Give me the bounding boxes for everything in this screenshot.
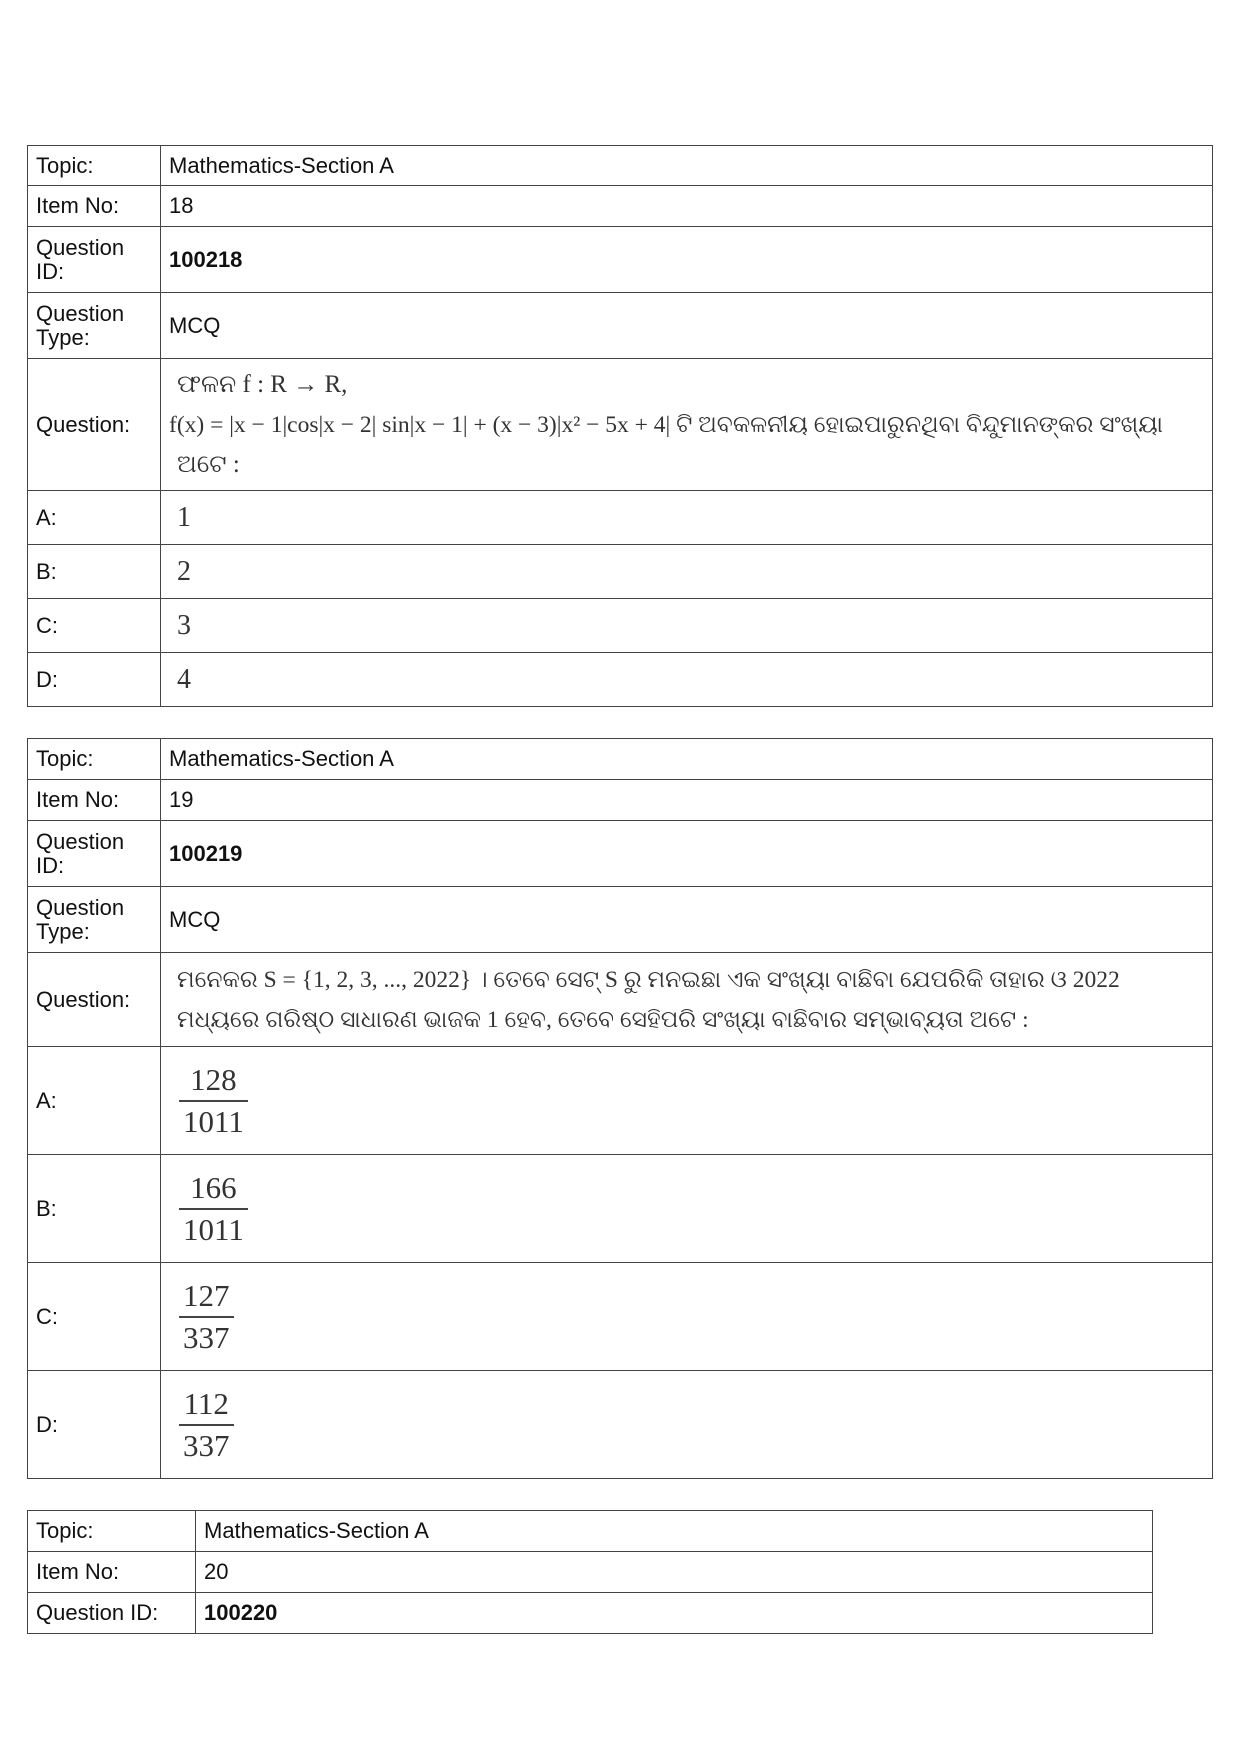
option-b-value: 2 xyxy=(161,545,1213,599)
question-id-label: Question ID: xyxy=(28,821,161,887)
option-c-label: C: xyxy=(28,599,161,653)
fraction-denominator: 1011 xyxy=(183,1211,244,1247)
question-id-label: Question ID: xyxy=(28,1593,196,1634)
fraction-numerator: 112 xyxy=(183,1385,229,1421)
item-no-value: 20 xyxy=(196,1552,1153,1593)
option-a-label: A: xyxy=(28,1047,161,1155)
option-a-value: 1 xyxy=(161,491,1213,545)
question-text xyxy=(161,953,1213,1047)
fraction xyxy=(179,1168,248,1250)
option-c-value xyxy=(161,1263,1213,1371)
option-b-label: B: xyxy=(28,1155,161,1263)
option-d-value xyxy=(161,1371,1213,1479)
question-id-label: Question ID: xyxy=(28,227,161,293)
question-id-value: 100218 xyxy=(161,227,1213,293)
fraction xyxy=(179,1384,234,1466)
topic-value: Mathematics-Section A xyxy=(196,1511,1153,1552)
topic-value: Mathematics-Section A xyxy=(161,146,1213,186)
question-table-18 xyxy=(27,145,1213,707)
fraction-numerator: 166 xyxy=(190,1169,237,1205)
fraction-denominator: 337 xyxy=(183,1427,230,1463)
topic-label: Topic: xyxy=(28,146,161,186)
question-id-value: 100219 xyxy=(161,821,1213,887)
fraction xyxy=(179,1276,234,1358)
fraction-denominator: 337 xyxy=(183,1319,230,1355)
topic-label: Topic: xyxy=(28,739,161,780)
option-a-label: A: xyxy=(28,491,161,545)
option-c-label: C: xyxy=(28,1263,161,1371)
question-type-label: Question Type: xyxy=(28,887,161,953)
topic-value: Mathematics-Section A xyxy=(161,739,1213,780)
question-table-20 xyxy=(27,1510,1153,1634)
question-text xyxy=(161,359,1213,491)
question-label: Question: xyxy=(28,953,161,1047)
question-type-label: Question Type: xyxy=(28,293,161,359)
item-no-value: 18 xyxy=(161,186,1213,227)
item-no-value: 19 xyxy=(161,780,1213,821)
option-c-value: 3 xyxy=(161,599,1213,653)
question-id-value: 100220 xyxy=(196,1593,1153,1634)
question-type-value: MCQ xyxy=(161,293,1213,359)
item-no-label: Item No: xyxy=(28,1552,196,1593)
item-no-label: Item No: xyxy=(28,780,161,821)
item-no-label: Item No: xyxy=(28,186,161,227)
question-table-19 xyxy=(27,738,1213,1479)
fraction-denominator: 1011 xyxy=(183,1103,244,1139)
question-line-1: ଫଳନ f : R → R, xyxy=(177,370,348,398)
fraction-numerator: 128 xyxy=(190,1061,237,1097)
question-line-3: ଅଟେ : xyxy=(177,450,240,478)
fraction xyxy=(179,1060,248,1142)
question-line-1: ମନେକର S = {1, 2, 3, ..., 2022} । ତେବେ ସେଟ୍ S ରୁ ମନଇଛା ଏକ ସଂଖ୍ୟା ବାଛିବା ଯେପରିକି ତାହାର ଓ 2022 xyxy=(177,966,1120,993)
topic-label: Topic: xyxy=(28,1511,196,1552)
question-line-2: ମଧ୍ୟରେ ଗରିଷ୍ଠ ସାଧାରଣ ଭାଜକ 1 ହେବ, ତେବେ ସେହିପରି ସଂଖ୍ୟା ବାଛିବାର ସମ୍ଭାବ୍ୟତା ଅଟେ : xyxy=(177,1006,1029,1033)
option-b-label: B: xyxy=(28,545,161,599)
option-d-label: D: xyxy=(28,653,161,707)
question-label: Question: xyxy=(28,359,161,491)
option-b-value xyxy=(161,1155,1213,1263)
option-d-value: 4 xyxy=(161,653,1213,707)
option-a-value xyxy=(161,1047,1213,1155)
option-d-label: D: xyxy=(28,1371,161,1479)
fraction-numerator: 127 xyxy=(183,1277,230,1313)
question-type-value: MCQ xyxy=(161,887,1213,953)
question-line-2: f(x) = |x − 1|cos|x − 2| sin|x − 1| + (x − 3)|x² − 5x + 4| ଟି ଅବକଳନୀୟ ହୋଇପାରୁନଥିବା ବିନ୍ଦୁମାନଙ୍କର ସଂଖ୍ୟା xyxy=(169,411,1163,438)
